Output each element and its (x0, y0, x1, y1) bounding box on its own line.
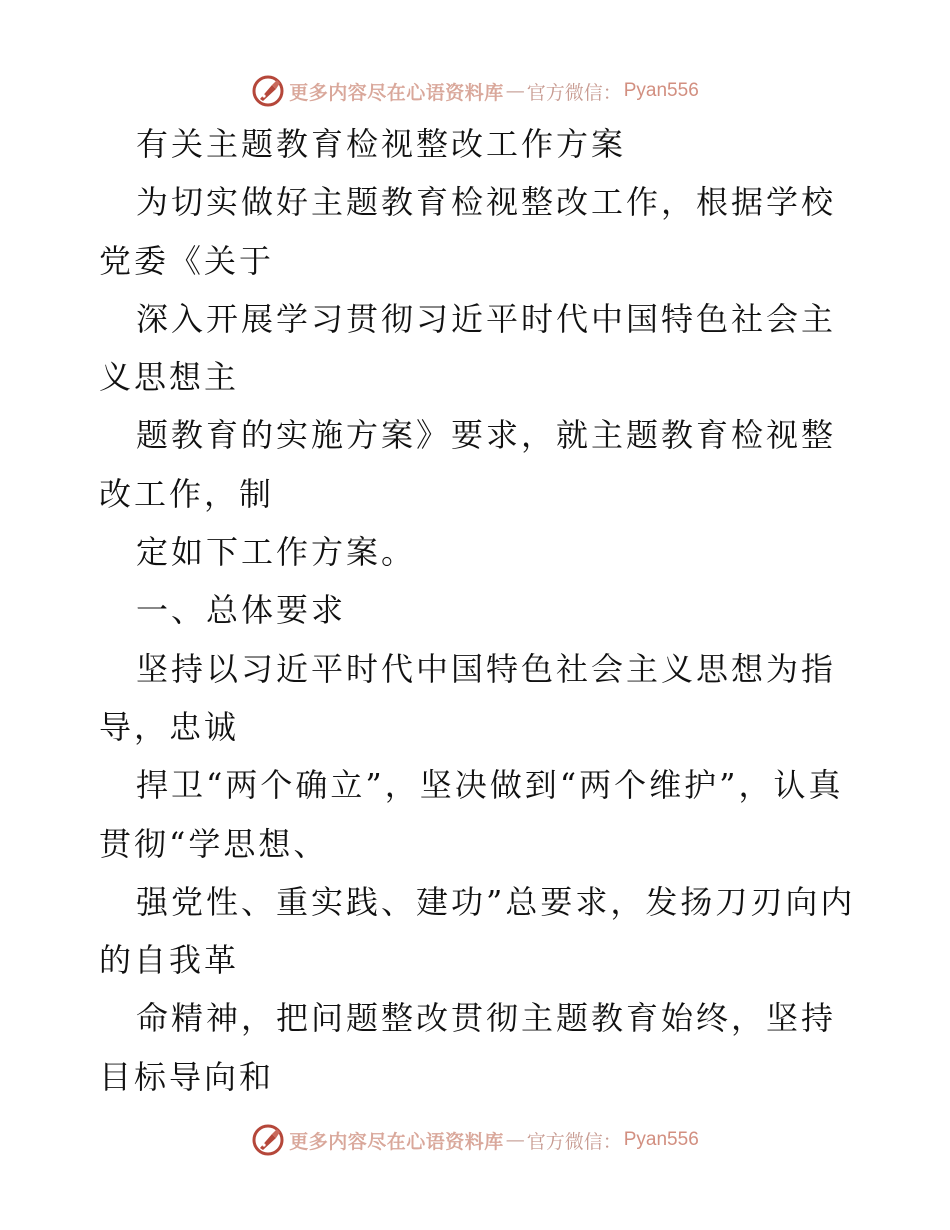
header-banner-sub: 官方微信： (526, 81, 622, 104)
paragraph: 捍卫“两个确立”，坚决做到“两个维护”，认真贯彻“学思想、 (99, 766, 844, 863)
paragraph: 坚持以习近平时代中国特色社会主义思想为指导，忠诚 (99, 649, 837, 746)
paragraph: 题教育的实施方案》要求，就主题教育检视整改工作，制 (99, 416, 837, 513)
pen-nib-logo-icon (251, 74, 285, 108)
footer-banner-text: 更多内容尽在心语资料库 (289, 1130, 504, 1153)
footer-banner-sub: 官方微信： (526, 1130, 622, 1153)
paragraph: 深入开展学习贯彻习近平时代中国特色社会主义思想主 (99, 299, 837, 397)
footer-banner-separator: — (505, 1129, 525, 1151)
paragraph: 强党性、重实践、建功”总要求，发扬刀刃向内的自我革 (99, 882, 856, 980)
paragraph: 定如下工作方案。 (136, 533, 417, 572)
header-banner-id: Pyan556 (623, 80, 699, 101)
document-title: 有关主题教育检视整改工作方案 (136, 125, 627, 163)
paragraph: 命精神，把问题整改贯彻主题教育始终，坚持目标导向和 (99, 999, 837, 1096)
header-banner-text: 更多内容尽在心语资料库 (289, 81, 504, 104)
footer-banner (0, 1120, 950, 1160)
header-banner (0, 71, 950, 111)
pen-nib-logo-icon (251, 1123, 285, 1157)
footer-banner-id: Pyan556 (623, 1129, 699, 1150)
header-banner-separator: — (505, 80, 525, 102)
paragraph: 为切实做好主题教育检视整改工作，根据学校党委《关于 (99, 183, 837, 280)
section-heading: 一、总体要求 (136, 591, 347, 630)
document-body (99, 115, 859, 1106)
